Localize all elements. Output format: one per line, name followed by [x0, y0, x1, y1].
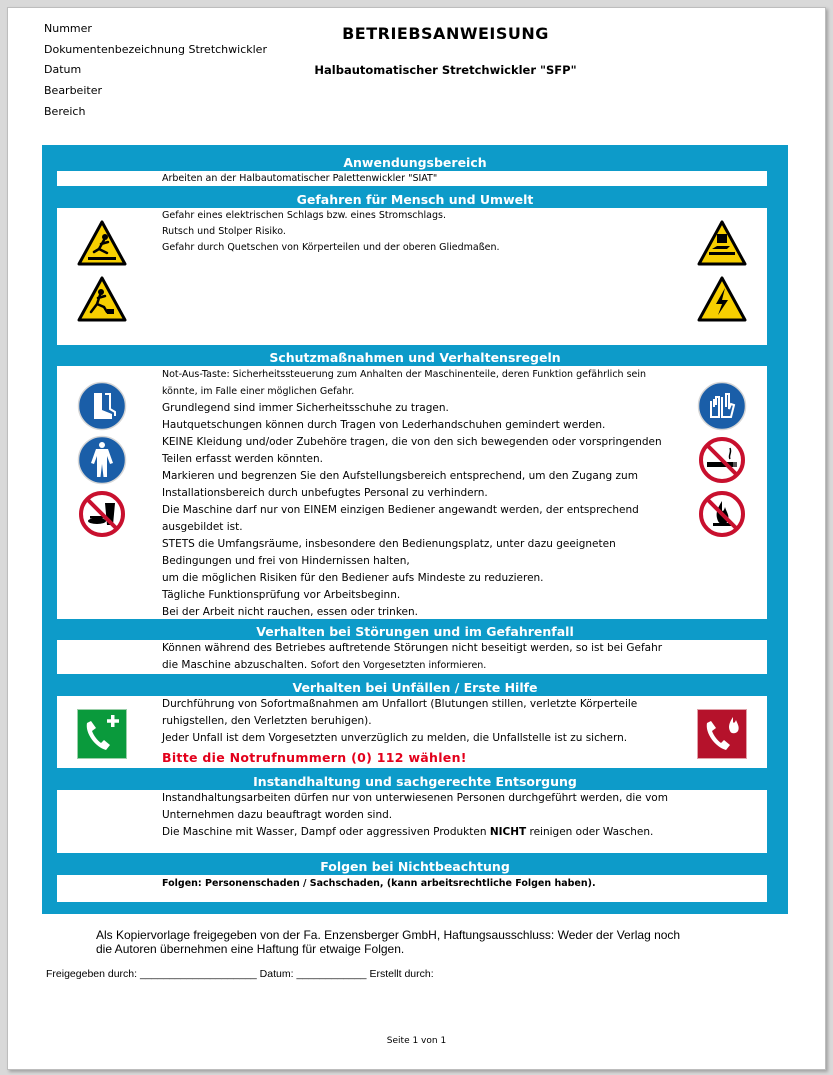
- maintenance-line: [162, 824, 682, 841]
- protection-line: Grundlegend sind immer Sicherheitsschuhe zu tragen.: [162, 402, 449, 414]
- electric-shock-warning-icon: [697, 276, 747, 322]
- protection-line: Die Maschine darf nur von EINEM einzigen Bediener angewandt werden, der entsprechend: [162, 504, 639, 516]
- malfunction-line: [162, 657, 682, 674]
- malfunction-text: [162, 640, 682, 674]
- safety-gloves-icon: [697, 381, 747, 431]
- heading-protection: Schutzmaßnahmen und Verhaltensregeln: [269, 350, 561, 365]
- no-smoking-icon: [697, 435, 747, 485]
- protection-line: Markieren und begrenzen Sie den Aufstellungsbereich entsprechend, um den Zugang zum: [162, 470, 638, 482]
- protection-line: KEINE Kleidung und/oder Zubehöre tragen, die von den sich bewegenden oder vorspringenden: [162, 436, 662, 448]
- no-open-flame-icon: [697, 489, 747, 539]
- accident-line: Jeder Unfall ist dem Vorgesetzten unverzüglich zu melden, die Unfallstelle ist zu sichern.: [162, 732, 628, 744]
- meta-author: Bearbeiter: [44, 84, 102, 98]
- disclaimer: Als Kopiervorlage freigegeben von der Fa. Enzensberger GmbH, Haftungsausschluss: Weder der Verlag noch die Autoren übernehmen eine Haftung für etwaige Folgen.: [96, 928, 681, 956]
- box-maintenance: [57, 790, 767, 853]
- box-application: [57, 171, 767, 186]
- fire-phone-icon: [697, 709, 747, 759]
- heading-application: Anwendungsbereich: [343, 155, 487, 170]
- protection-line: könnte, im Falle einer möglichen Gefahr.: [162, 386, 355, 397]
- protection-line: Not-Aus-Taste: Sicherheitssteuerung zum Anhalten der Maschinenteile, deren Funktion gefährlich sein: [162, 369, 647, 380]
- heading-hazards: Gefahren für Mensch und Umwelt: [296, 192, 534, 207]
- accident-line: ruhigstellen, den Verletzten beruhigen).: [162, 715, 372, 727]
- slip-warning-icon: [77, 220, 127, 266]
- heading-maintenance: Instandhaltung und sachgerechte Entsorgung: [253, 774, 577, 789]
- emergency-number: Bitte die Notrufnummern (0) 112 wählen!: [162, 750, 467, 765]
- page-number: Seite 1 von 1: [386, 1036, 447, 1046]
- meta-area: Bereich: [44, 104, 86, 118]
- accident-text: [162, 696, 682, 766]
- protection-line: ausgebildet ist.: [162, 521, 243, 533]
- protection-line: Installationsbereich durch unbefugtes Personal zu verhindern.: [162, 487, 488, 499]
- maintenance-line-part: Die Maschine mit Wasser, Dampf oder aggressiven Produkten: [162, 826, 490, 838]
- document-page: [7, 7, 826, 1070]
- heading-malfunction: Verhalten bei Störungen und im Gefahrenfall: [256, 624, 574, 639]
- consequences-text: Folgen: Personenschaden / Sachschaden, (kann arbeitsrechtliche Folgen haben).: [162, 878, 596, 889]
- maintenance-line-emphasis: NICHT: [489, 826, 527, 838]
- hazard-line: Rutsch und Stolper Risiko.: [162, 226, 286, 237]
- hazard-line: Gefahr eines elektrischen Schlags bzw. eines Stromschlags.: [162, 210, 446, 221]
- application-text: Arbeiten an der Halbautomatischer Palettenwickler "SIAT": [162, 173, 438, 184]
- meta-date: Datum: [44, 63, 82, 77]
- accident-line: Durchführung von Sofortmaßnahmen am Unfallort (Blutungen stillen, verletzte Körperteile: [162, 698, 638, 710]
- document-meta: [44, 19, 267, 123]
- trip-warning-icon: [77, 276, 127, 322]
- box-consequences: [57, 875, 767, 902]
- box-malfunction: [57, 640, 767, 674]
- protective-clothing-icon: [77, 435, 127, 485]
- heading-accident: Verhalten bei Unfällen / Erste Hilfe: [292, 680, 538, 695]
- no-eating-drinking-icon: [77, 489, 127, 539]
- protection-line: STETS die Umfangsräume, insbesondere den Bedienungsplatz, unter dazu geeigneten: [162, 538, 616, 550]
- hand-crush-warning-icon: [697, 220, 747, 266]
- protection-text: [162, 366, 682, 621]
- maintenance-line-part: reinigen oder Waschen.: [526, 826, 654, 838]
- protection-line: Bei der Arbeit nicht rauchen, essen oder trinken.: [162, 606, 418, 618]
- meta-document-name: Dokumentenbezeichnung Stretchwickler: [44, 42, 267, 56]
- approval-line: Freigegeben durch: ____________________ Datum: ____________ Erstellt durch:: [46, 968, 434, 980]
- maintenance-line: Instandhaltungsarbeiten dürfen nur von unterwiesenen Personen durchgeführt werden, die vom: [162, 792, 668, 804]
- hazards-text: [162, 208, 682, 256]
- maintenance-text: [162, 790, 682, 841]
- protection-line: Tägliche Funktionsprüfung vor Arbeitsbeginn.: [162, 589, 401, 601]
- heading-consequences: Folgen bei Nichtbeachtung: [320, 859, 510, 874]
- protection-line: Hautquetschungen können durch Tragen von Lederhandschuhen gemindert werden.: [162, 419, 606, 431]
- instruction-frame: [42, 145, 788, 914]
- malfunction-line: Können während des Betriebes auftretende Störungen nicht beseitigt werden, so ist bei Gefahr: [162, 642, 663, 654]
- malfunction-line-part: die Maschine abzuschalten.: [162, 659, 308, 671]
- protection-line: Bedingungen und frei von Hindernissen halten,: [162, 555, 410, 567]
- box-hazards: [57, 208, 767, 345]
- maintenance-line: Unternehmen dazu beauftragt worden sind.: [162, 809, 393, 821]
- protection-line: Teilen erfasst werden könnten.: [162, 453, 323, 465]
- malfunction-line-small: Sofort den Vorgesetzten informieren.: [310, 660, 487, 671]
- box-protection: [57, 366, 767, 619]
- first-aid-phone-icon: [77, 709, 127, 759]
- protection-line: um die möglichen Risiken für den Bediener aufs Mindeste zu reduzieren.: [162, 572, 544, 584]
- box-accident: [57, 696, 767, 768]
- meta-number: Nummer: [44, 22, 92, 35]
- document-title: BETRIEBSANWEISUNG: [342, 24, 549, 43]
- safety-boots-icon: [77, 381, 127, 431]
- hazard-line: Gefahr durch Quetschen von Körperteilen und der oberen Gliedmaßen.: [162, 242, 500, 253]
- document-subtitle: Halbautomatischer Stretchwickler "SFP": [314, 63, 577, 77]
